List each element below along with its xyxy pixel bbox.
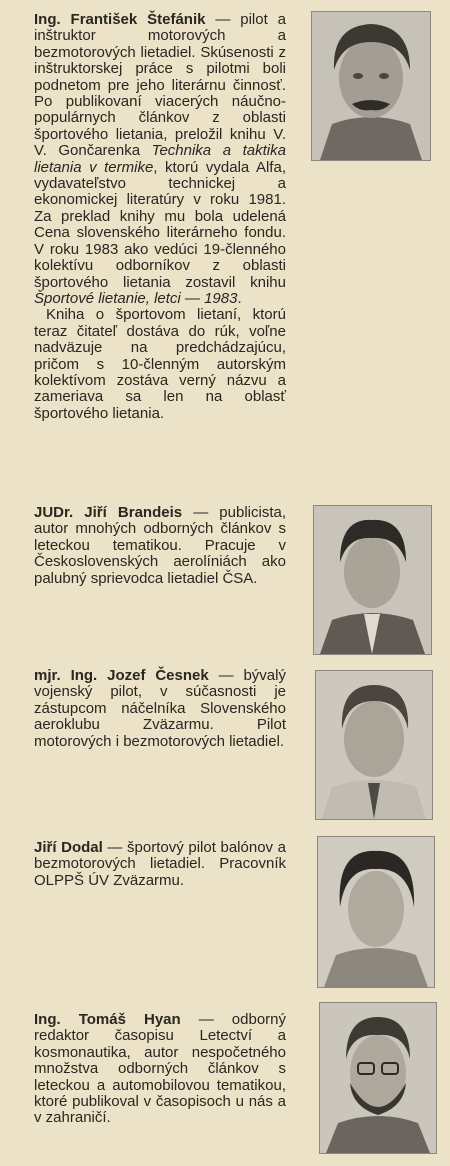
book-title: Športové lietanie, letci — 1983 bbox=[34, 289, 238, 307]
bio-text bbox=[34, 668, 286, 750]
bio-text bbox=[34, 12, 286, 422]
portrait-image bbox=[312, 12, 430, 160]
bio-body-end: . bbox=[237, 289, 242, 307]
portrait-image bbox=[314, 506, 431, 654]
book-title: Technika a taktika lietania v termike bbox=[34, 142, 286, 176]
bio-paragraph-2: Kniha o športovom lietaní, ktorú teraz čitateľ dostáva do rúk, voľne nadväzuje na predchádzajúcu, pričom s 10-členným autorským kolektívom zostáva verný názvu a zameriava sa len na oblasť športového lietania. bbox=[34, 306, 286, 422]
author-name: JUDr. Jiří Brandeis bbox=[34, 504, 183, 521]
author-photo bbox=[319, 1002, 437, 1154]
bio-text bbox=[34, 840, 286, 889]
bio-body: — odborný redaktor časopisu Letectví a kosmonautika, autor nespočetného množstva odborných článkov s leteckou a automobilovou tematikou, ktoré publikoval v časopisoch u nás a v zahraničí. bbox=[34, 1011, 286, 1127]
portrait-image bbox=[318, 837, 434, 987]
author-photo bbox=[313, 505, 432, 655]
author-photo bbox=[317, 836, 435, 988]
author-name: Ing. František Štefánik bbox=[34, 11, 206, 28]
bio-text bbox=[34, 505, 286, 587]
author-name: Ing. Tomáš Hyan bbox=[34, 1011, 181, 1028]
author-name: mjr. Ing. Jozef Česnek bbox=[34, 667, 209, 684]
bio-body: — športový pilot balónov a bezmotorových lietadiel. Pracovník OLPPŠ ÚV Zväzarmu. bbox=[34, 839, 286, 889]
author-photo bbox=[315, 670, 433, 820]
bio-body: — bývalý vojenský pilot, v súčasnosti je zástupcom náčelníka Slovenského aeroklubu Zväzarmu. Pilot motorových i bezmotorových lietadiel. bbox=[34, 667, 286, 750]
author-name: Jiří Dodal bbox=[34, 839, 103, 856]
bio-body-cont: , ktorú vydala Alfa, vydavateľstvo technickej a ekonomickej literatúry v roku 1981. Za preklad knihy mu bola udelená Cena slovenského literárneho fondu. V roku 1983 ako vedúci 19-členného kolektívu odborníkov z oblasti športového lietania zostavil knihu bbox=[34, 158, 286, 291]
bio-text bbox=[34, 1012, 286, 1127]
bio-body: — pilot a inštruktor motorových a bezmotorových lietadiel. Skúsenosti z inštruktorskej práce s pilotmi boli podnetom pre jeho literárnu činnosť. Po publikovaní viacerých náučno-populárnych článkov z oblasti športového lietania, preložil knihu V. V. Gončarenka bbox=[34, 11, 286, 160]
portrait-image bbox=[320, 1003, 436, 1153]
author-photo bbox=[311, 11, 431, 161]
bio-body: — publicista, autor mnohých odborných článkov s leteckou tematikou. Pracuje v Československých aerolíniách ako palubný sprievodca lietadiel ČSA. bbox=[34, 504, 286, 587]
portrait-image bbox=[316, 671, 432, 819]
